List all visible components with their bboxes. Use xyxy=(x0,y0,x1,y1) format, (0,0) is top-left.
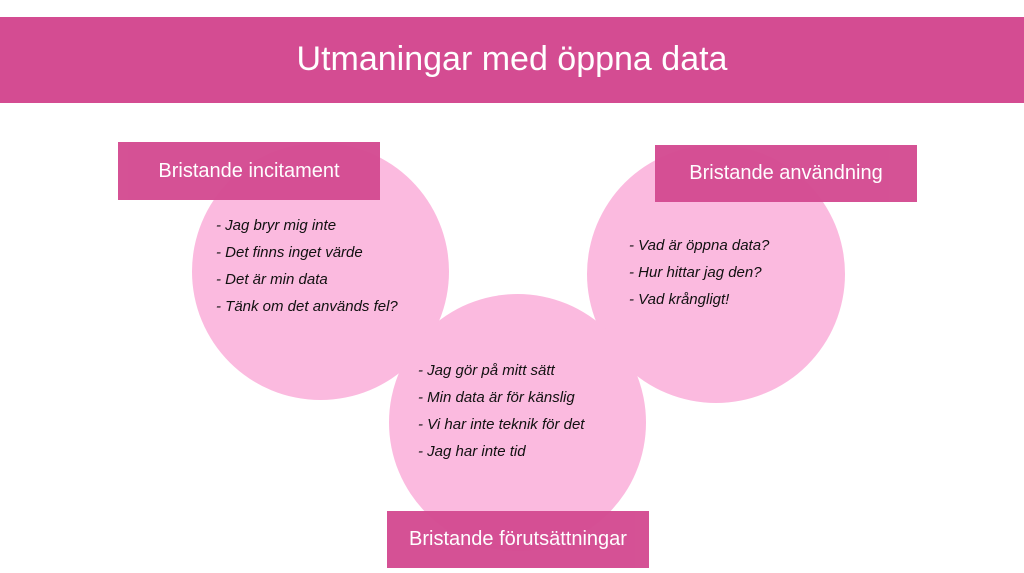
list-item: - Tänk om det används fel? xyxy=(216,298,398,315)
list-item: - Min data är för känslig xyxy=(418,389,575,406)
list-item: - Hur hittar jag den? xyxy=(629,264,762,281)
list-item: - Det är min data xyxy=(216,271,328,288)
list-item: - Jag har inte tid xyxy=(418,443,526,460)
label-forutsattningar: Bristande förutsättningar xyxy=(387,511,649,568)
label-incitament: Bristande incitament xyxy=(118,142,380,200)
list-incitament xyxy=(216,212,398,320)
list-item: - Vad är öppna data? xyxy=(629,237,770,254)
list-item: - Vi har inte teknik för det xyxy=(418,416,585,433)
list-item: - Jag gör på mitt sätt xyxy=(418,362,555,379)
list-item: - Vad krångligt! xyxy=(629,291,730,308)
page-title: Utmaningar med öppna data xyxy=(296,39,728,78)
title-banner xyxy=(0,17,1024,103)
list-item: - Det finns inget värde xyxy=(216,244,363,261)
label-anvandning: Bristande användning xyxy=(655,145,917,202)
list-forutsattningar xyxy=(418,357,584,465)
list-item: - Jag bryr mig inte xyxy=(216,217,337,234)
list-anvandning xyxy=(629,232,769,313)
